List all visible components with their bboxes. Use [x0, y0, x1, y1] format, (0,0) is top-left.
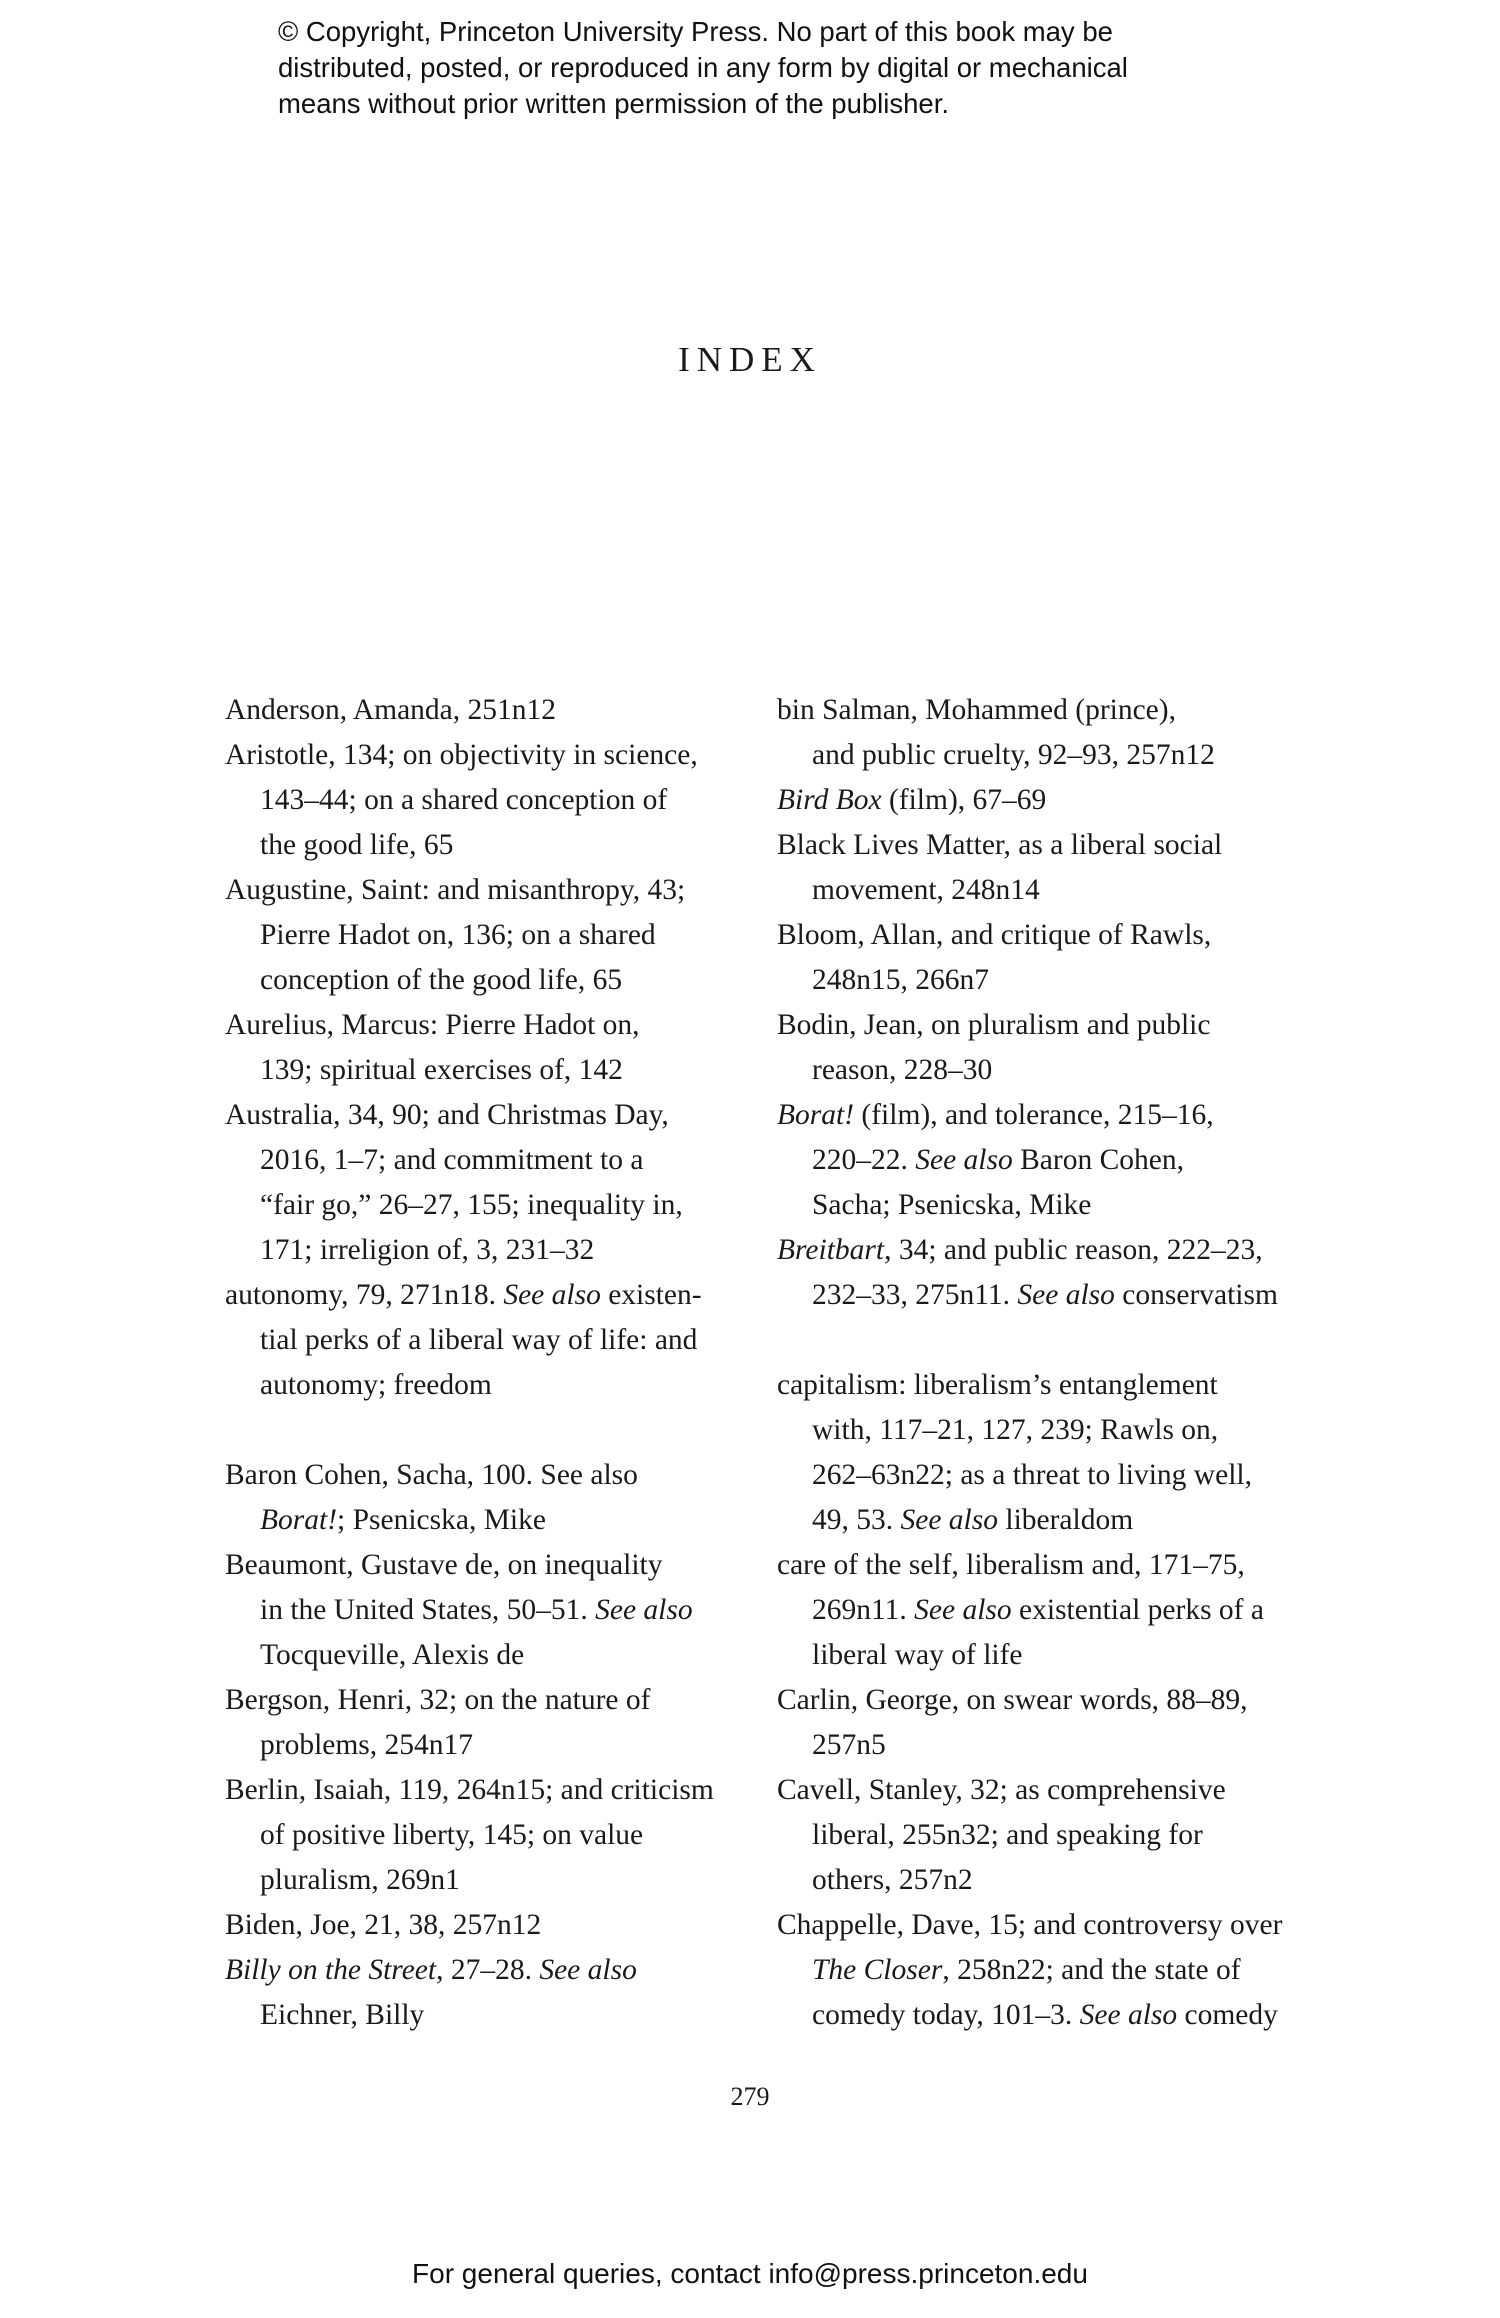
- index-entry-continuation: [225, 1318, 745, 1363]
- text-run: 248n15, 266n7: [812, 964, 989, 996]
- index-entry-line: [225, 1678, 745, 1723]
- index-entry-line: [777, 913, 1297, 958]
- text-run: 232–33, 275n11.: [812, 1279, 1018, 1311]
- italic-run: See also: [1017, 1279, 1115, 1311]
- letter-group-gap: [225, 1408, 745, 1453]
- index-entry-continuation: [777, 1498, 1297, 1543]
- text-run: liberaldom: [998, 1504, 1134, 1536]
- index-entry-line: [777, 1768, 1297, 1813]
- italic-run: Borat!: [777, 1099, 855, 1131]
- text-run: (film), 67–69: [881, 784, 1047, 816]
- index-entry-continuation: [225, 1723, 745, 1768]
- text-run: 171; irreligion of, 3, 231–32: [260, 1234, 595, 1266]
- index-entry-line: [225, 1273, 745, 1318]
- text-run: comedy today, 101–3.: [812, 1999, 1080, 2031]
- index-entry-line: [225, 688, 745, 733]
- text-run: and public cruelty, 92–93, 257n12: [812, 739, 1215, 771]
- index-entry-line: [777, 823, 1297, 868]
- index-entry-line: [777, 688, 1297, 733]
- index-entry-continuation: [777, 1858, 1297, 1903]
- italic-run: See also: [900, 1504, 998, 1536]
- text-run: with, 117–21, 127, 239; Rawls on,: [812, 1414, 1219, 1446]
- index-entry-continuation: [777, 1723, 1297, 1768]
- index-entry-line: [777, 1093, 1297, 1138]
- index-entry-line: [777, 1228, 1297, 1273]
- text-run: 269n11.: [812, 1594, 915, 1626]
- text-run: autonomy, 79, 271n18.: [225, 1279, 504, 1311]
- text-run: Berlin, Isaiah, 119, 264n15; and criticism: [225, 1774, 714, 1806]
- copyright-notice-line: distributed, posted, or reproduced in any form by digital or mechanical: [278, 52, 1128, 83]
- text-run: conservatism: [1114, 1279, 1278, 1311]
- text-run: Sacha; Psenicska, Mike: [812, 1189, 1092, 1221]
- text-run: Cavell, Stanley, 32; as comprehensive: [777, 1774, 1226, 1806]
- text-run: tial perks of a liberal way of life: and: [260, 1324, 698, 1356]
- text-run: 220–22.: [812, 1144, 916, 1176]
- index-entry-line: [777, 1363, 1297, 1408]
- text-run: Tocqueville, Alexis de: [260, 1639, 525, 1671]
- text-run: ; Psenicska, Mike: [337, 1504, 546, 1536]
- index-entry-line: [225, 1093, 745, 1138]
- text-run: Baron Cohen,: [1012, 1144, 1184, 1176]
- text-run: Pierre Hadot on, 136; on a shared: [260, 919, 656, 951]
- index-entry-continuation: [225, 1498, 745, 1543]
- index-entry-line: [225, 868, 745, 913]
- index-entry-continuation: [777, 958, 1297, 1003]
- index-entry-line: [225, 1543, 745, 1588]
- text-run: autonomy; freedom: [260, 1369, 492, 1401]
- index-entry-continuation: [225, 823, 745, 868]
- text-run: pluralism, 269n1: [260, 1864, 460, 1896]
- text-run: Bloom, Allan, and critique of Rawls,: [777, 919, 1212, 951]
- text-run: of positive liberty, 145; on value: [260, 1819, 644, 1851]
- text-run: bin Salman, Mohammed (prince),: [777, 694, 1176, 726]
- italic-run: See also: [595, 1594, 693, 1626]
- index-entry-continuation: [225, 913, 745, 958]
- index-entry-continuation: [225, 1588, 745, 1633]
- italic-run: Breitbart: [777, 1234, 885, 1266]
- text-run: Black Lives Matter, as a liberal social: [777, 829, 1223, 861]
- index-entry-line: [225, 1903, 745, 1948]
- contact-footer: For general queries, contact info@press.princeton.edu: [412, 2258, 1088, 2289]
- index-entry-line: [777, 1903, 1297, 1948]
- index-column-right: [777, 688, 1297, 2038]
- text-run: 143–44; on a shared conception of: [260, 784, 668, 816]
- italic-run: Bird Box: [777, 784, 882, 816]
- index-entry-line: [225, 1948, 745, 1993]
- index-entry-line: [225, 1003, 745, 1048]
- index-entry-continuation: [777, 1993, 1297, 2038]
- text-run: Baron Cohen, Sacha, 100. See also: [225, 1459, 638, 1491]
- italic-run: The Closer: [812, 1954, 943, 1986]
- index-entry-continuation: [777, 1273, 1297, 1318]
- index-entry-continuation: [225, 1813, 745, 1858]
- italic-run: See also: [503, 1279, 601, 1311]
- text-run: 262–63n22; as a threat to living well,: [812, 1459, 1252, 1491]
- index-entry-continuation: [225, 1363, 745, 1408]
- index-heading: INDEX: [678, 340, 822, 379]
- index-entry-continuation: [225, 958, 745, 1003]
- copyright-notice: [278, 14, 1278, 122]
- text-run: existential perks of a: [1011, 1594, 1264, 1626]
- index-entry-line: [777, 1543, 1297, 1588]
- text-run: Anderson, Amanda, 251n12: [225, 694, 557, 726]
- text-run: Aurelius, Marcus: Pierre Hadot on,: [225, 1009, 640, 1041]
- italic-run: See also: [915, 1144, 1013, 1176]
- index-entry-continuation: [777, 1633, 1297, 1678]
- text-run: liberal way of life: [812, 1639, 1023, 1671]
- italic-run: See also: [914, 1594, 1012, 1626]
- index-entry-continuation: [777, 1588, 1297, 1633]
- index-entry-continuation: [225, 778, 745, 823]
- index-entry-continuation: [225, 1228, 745, 1273]
- index-entry-continuation: [777, 1408, 1297, 1453]
- text-run: Carlin, George, on swear words, 88–89,: [777, 1684, 1248, 1716]
- text-run: 2016, 1–7; and commitment to a: [260, 1144, 644, 1176]
- text-run: existen-: [600, 1279, 702, 1311]
- text-run: , 34; and public reason, 222–23,: [884, 1234, 1263, 1266]
- text-run: reason, 228–30: [812, 1054, 993, 1086]
- index-entry-line: [225, 1768, 745, 1813]
- text-run: 139; spiritual exercises of, 142: [260, 1054, 623, 1086]
- text-run: , 258n22; and the state of: [942, 1954, 1241, 1986]
- text-run: (film), and tolerance, 215–16,: [854, 1099, 1214, 1131]
- text-run: in the United States, 50–51.: [260, 1594, 596, 1626]
- index-column-left: [225, 688, 745, 2038]
- index-entry-continuation: [225, 1183, 745, 1228]
- text-run: 49, 53.: [812, 1504, 901, 1536]
- text-run: comedy: [1177, 1999, 1278, 2031]
- index-entry-line: [225, 733, 745, 778]
- index-entry-continuation: [777, 1948, 1297, 1993]
- italic-run: See also: [1079, 1999, 1178, 2031]
- index-entry-line: [225, 1453, 745, 1498]
- text-run: capitalism: liberalism’s entanglement: [777, 1369, 1218, 1401]
- text-run: Biden, Joe, 21, 38, 257n12: [225, 1909, 542, 1941]
- index-entry-line: [777, 1678, 1297, 1723]
- text-run: Australia, 34, 90; and Christmas Day,: [225, 1099, 669, 1131]
- text-run: , 27–28.: [436, 1954, 540, 1986]
- text-run: 257n5: [812, 1729, 886, 1761]
- index-entry-continuation: [777, 1453, 1297, 1498]
- index-entry-continuation: [225, 1993, 745, 2038]
- text-run: care of the self, liberalism and, 171–75,: [777, 1549, 1245, 1581]
- italic-run: Borat!: [260, 1504, 338, 1536]
- index-entry-continuation: [225, 1138, 745, 1183]
- index-entry-continuation: [777, 1183, 1297, 1228]
- text-run: Beaumont, Gustave de, on inequality: [225, 1549, 663, 1581]
- text-run: Eichner, Billy: [260, 1999, 425, 2031]
- text-run: the good life, 65: [260, 829, 454, 861]
- text-run: Bergson, Henri, 32; on the nature of: [225, 1684, 651, 1716]
- text-run: conception of the good life, 65: [260, 964, 623, 996]
- page-number: 279: [730, 2082, 770, 2111]
- copyright-notice-line: means without prior written permission of the publisher.: [278, 88, 950, 119]
- text-run: liberal, 255n32; and speaking for: [812, 1819, 1203, 1851]
- text-run: movement, 248n14: [812, 874, 1040, 906]
- text-run: Chappelle, Dave, 15; and controversy over: [777, 1909, 1283, 1941]
- index-entry-continuation: [225, 1048, 745, 1093]
- index-entry-continuation: [777, 733, 1297, 778]
- index-entry-continuation: [225, 1858, 745, 1903]
- index-entry-continuation: [777, 868, 1297, 913]
- index-entry-continuation: [777, 1813, 1297, 1858]
- text-run: Augustine, Saint: and misanthropy, 43;: [225, 874, 686, 906]
- italic-run: See also: [539, 1954, 637, 1986]
- index-entry-continuation: [777, 1048, 1297, 1093]
- text-run: Bodin, Jean, on pluralism and public: [777, 1009, 1211, 1041]
- text-run: others, 257n2: [812, 1864, 973, 1896]
- text-run: problems, 254n17: [260, 1729, 474, 1761]
- letter-group-gap: [777, 1318, 1297, 1363]
- index-entry-line: [777, 1003, 1297, 1048]
- italic-run: Billy on the Street: [225, 1954, 437, 1986]
- index-entry-continuation: [225, 1633, 745, 1678]
- copyright-notice-line: © Copyright, Princeton University Press. No part of this book may be: [278, 16, 1113, 47]
- text-run: “fair go,” 26–27, 155; inequality in,: [260, 1189, 683, 1221]
- index-entry-line: [777, 778, 1297, 823]
- text-run: Aristotle, 134; on objectivity in science,: [225, 739, 698, 771]
- index-entry-continuation: [777, 1138, 1297, 1183]
